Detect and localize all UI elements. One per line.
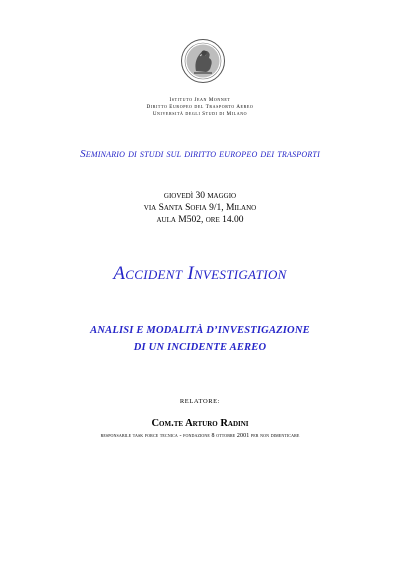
event-address: via Santa Sofia 9/1, Milano [143,203,257,213]
event-date: giovedì 30 maggio [163,191,237,201]
speaker-name: Com.te Arturo Radini [151,418,249,429]
university-seal-icon [180,38,226,84]
institute-name: Istituto Jean Monnet [169,98,231,103]
subtitle-line-1: ANALISI E MODALITÀ D’INVESTIGAZIONE [90,325,310,336]
seminar-title: Seminario di studi sul diritto europeo dei trasporti [80,148,320,160]
speaker-role: responsabile task force tecnica - fondazione 8 ottobre 2001 per non dimenticare [100,433,300,439]
institute-university: Università degli Studi di Milano [152,112,248,117]
speaker-label: RELATORE: [179,398,221,405]
main-title: Accident Investigation [113,263,287,284]
subtitle-line-2: DI UN INCIDENTE AEREO [133,342,267,353]
event-room-time: aula M502, ore 14.00 [156,215,244,225]
institute-department: Diritto Europeo del Trasporto Aereo [146,105,254,110]
